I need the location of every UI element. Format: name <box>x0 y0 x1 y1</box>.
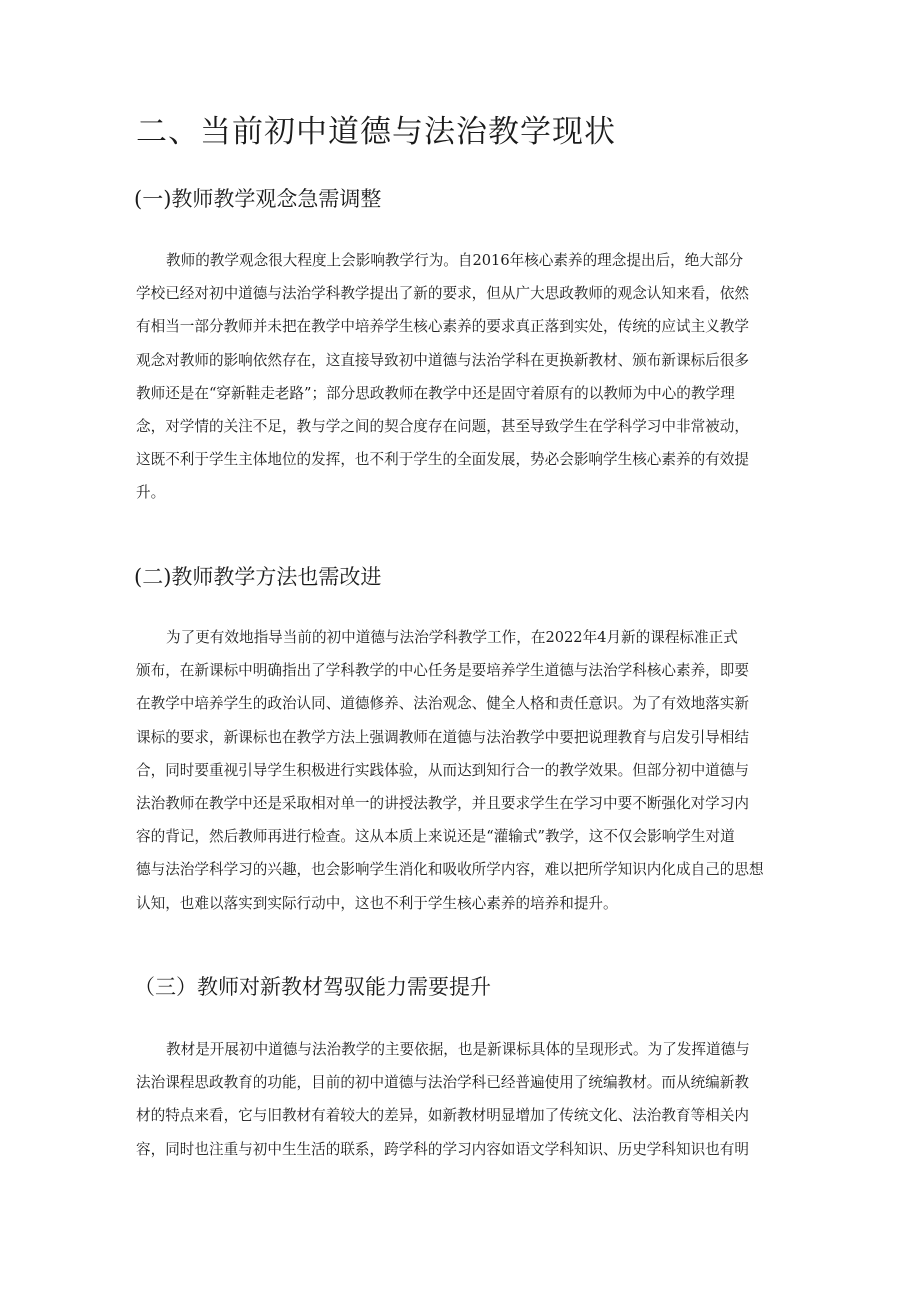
paragraph-line: 容的背记，然后教师再进行检查。这从本质上来说还是“灌输式”教学，这不仅会影响学生对道 <box>136 828 735 846</box>
page-title: 二、当前初中道德与法治教学现状 <box>136 114 616 150</box>
paragraph-line: 容，同时也注重与初中生生活的联系，跨学科的学习内容如语文学科知识、历史学科知识也有明 <box>136 1140 749 1158</box>
paragraph-line: 教材是开展初中道德与法治教学的主要依据，也是新课标具体的呈现形式。为了发挥道德与 <box>166 1041 750 1058</box>
paragraph-line: 为了更有效地指导当前的初中道德与法治学科教学工作，在2022年4月新的课程标准正式 <box>166 629 738 646</box>
section-heading-2: (二)教师教学方法也需改进 <box>134 565 382 589</box>
section-heading-3: （三）教师对新教材驾驭能力需要提升 <box>134 975 491 999</box>
paragraph-line: 升。 <box>136 484 166 502</box>
paragraph-line: 教师还是在“穿新鞋走老路”；部分思政教师在教学中还是固守着原有的以教师为中心的教学理 <box>136 384 735 402</box>
paragraph-line: 合，同时要重视引导学生积极进行实践体验，从而达到知行合一的教学效果。但部分初中道德与 <box>136 761 749 779</box>
paragraph-line: 材的特点来看，它与旧教材有着较大的差异，如新教材明显增加了传统文化、法治教育等相关内 <box>136 1107 749 1125</box>
paragraph-line: 在教学中培养学生的政治认同、道德修养、法治观念、健全人格和责任意识。为了有效地落实新 <box>136 695 749 713</box>
section-heading-1: (一)教师教学观念急需调整 <box>134 187 382 211</box>
paragraph-line: 德与法治学科学习的兴趣，也会影响学生消化和吸收所学内容，难以把所学知识内化成自己的思想 <box>136 861 764 879</box>
section-1-paragraph <box>136 244 786 510</box>
paragraph-line: 念，对学情的关注不足，教与学之间的契合度存在问题，甚至导致学生在学科学习中非常被动， <box>136 417 749 435</box>
paragraph-line: 认知，也难以落实到实际行动中，这也不利于学生核心素养的培养和提升。 <box>136 894 618 912</box>
section-2-paragraph <box>136 621 786 920</box>
paragraph-line: 课标的要求，新课标也在教学方法上强调教师在道德与法治教学中要把说理教育与启发引导相结 <box>136 728 749 746</box>
paragraph-line: 法治课程思政教育的功能，目前的初中道德与法治学科已经普遍使用了统编教材。而从统编新教 <box>136 1074 749 1092</box>
paragraph-line: 法治教师在教学中还是采取相对单一的讲授法教学，并且要求学生在学习中要不断强化对学习内 <box>136 794 749 812</box>
paragraph-line: 观念对教师的影响依然存在，这直接导致初中道德与法治学科在更换新教材、颁布新课标后很多 <box>136 351 749 369</box>
paragraph-line: 这既不利于学生主体地位的发挥，也不利于学生的全面发展，势必会影响学生核心素养的有效提 <box>136 451 749 469</box>
paragraph-line: 颁布，在新课标中明确指出了学科教学的中心任务是要培养学生道德与法治学科核心素养，即要 <box>136 662 749 680</box>
paragraph-line: 有相当一部分教师并未把在教学中培养学生核心素养的要求真正落到实处，传统的应试主义教学 <box>136 318 749 336</box>
paragraph-line: 学校已经对初中道德与法治学科教学提出了新的要求，但从广大思政教师的观念认知来看，依然 <box>136 285 749 303</box>
section-3-paragraph <box>136 1033 786 1166</box>
paragraph-line: 教师的教学观念很大程度上会影响教学行为。自2016年核心素养的理念提出后，绝大部分 <box>166 252 744 269</box>
